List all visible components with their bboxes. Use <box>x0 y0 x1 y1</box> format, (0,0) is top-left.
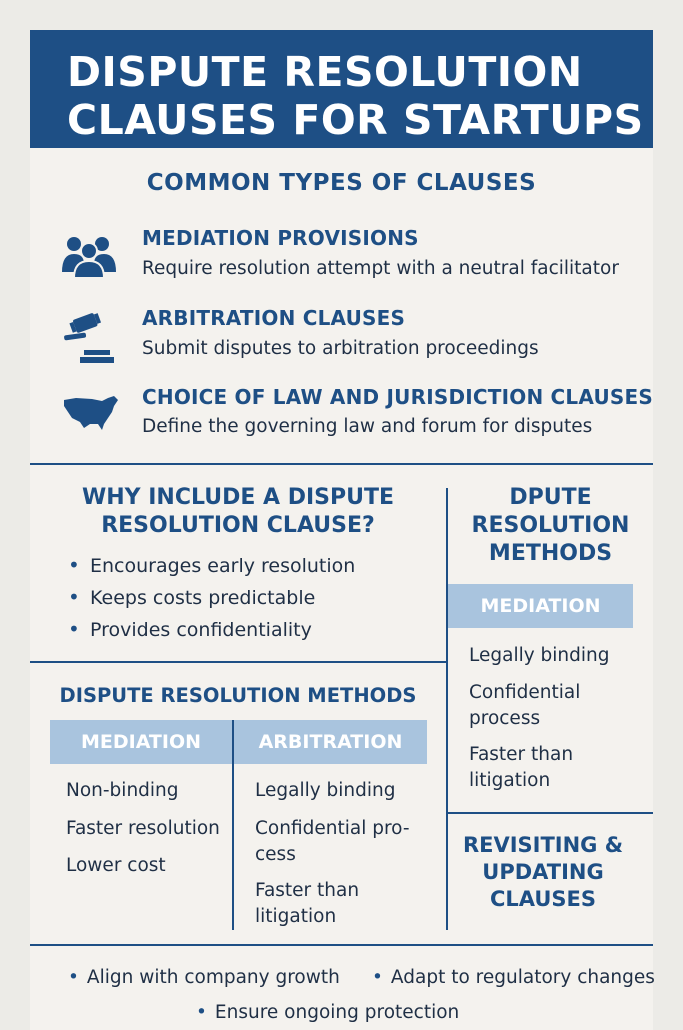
divider-mid <box>30 661 446 663</box>
bullet-text: Adapt to regulatory changes <box>390 967 655 988</box>
bullet-dot: • <box>68 967 79 988</box>
side-methods-heading-line-2: RESOLUTION <box>471 513 630 538</box>
side-methods-heading-line-1: DPUTE <box>509 485 592 510</box>
bullet-text: Ensure ongoing protection <box>214 1002 460 1023</box>
side-cell: Faster than litigation <box>469 744 574 791</box>
revisiting-bullet-1 <box>68 967 340 988</box>
divider-right-mid <box>448 812 653 814</box>
table-cell: Confidential pro- cess <box>255 818 410 865</box>
why-include-heading-line-2: RESOLUTION CLAUSE? <box>101 513 375 538</box>
list-item: • Keeps costs predictable <box>68 581 355 613</box>
side-col-head-mediation: MEDIATION <box>448 584 633 628</box>
col-head-arbitration: ARBITRATION <box>234 720 427 764</box>
revisiting-heading-line-3: CLAUSES <box>489 887 597 911</box>
revisiting-heading <box>448 832 638 913</box>
revisiting-bullet-3 <box>196 1002 459 1023</box>
clause-title-arbitration: ARBITRATION CLAUSES <box>142 306 406 330</box>
revisiting-heading-line-1: REVISITING & <box>462 833 624 857</box>
common-types-heading: COMMON TYPES OF CLAUSES <box>146 170 537 196</box>
table-cell: Legally binding <box>255 780 396 801</box>
list-item: • Provides confidentiality <box>68 613 355 645</box>
why-include-list <box>68 549 355 645</box>
gavel-icon <box>62 312 116 364</box>
title-line-2: CLAUSES FOR STARTUPS <box>67 96 644 144</box>
side-methods-heading-line-3: METHODS <box>488 541 613 566</box>
clause-desc-mediation: Require resolution attempt with a neutral facilitator <box>142 258 619 279</box>
why-include-heading <box>30 484 446 540</box>
col-head-mediation: MEDIATION <box>50 720 232 764</box>
title-banner <box>30 30 653 148</box>
table-cell: Lower cost <box>66 855 166 876</box>
clause-desc-choice-of-law: Define the governing law and forum for disputes <box>142 416 593 437</box>
methods-table-heading: DISPUTE RESOLUTION METHODS <box>59 684 417 707</box>
side-cell: Confidential process <box>469 682 581 729</box>
clause-title-choice-of-law: CHOICE OF LAW AND JURISDICTION CLAUSES <box>142 385 653 409</box>
us-map-icon <box>62 394 120 432</box>
side-cell: Legally binding <box>469 645 610 666</box>
table-cell: Faster than litigation <box>255 880 360 927</box>
revisiting-heading-line-2: UPDATING <box>482 860 604 884</box>
side-methods-heading <box>448 484 653 568</box>
bullet-dot: • <box>372 967 383 988</box>
people-icon <box>62 232 116 278</box>
divider-bottom <box>30 944 653 946</box>
table-column-divider <box>232 720 234 930</box>
bullet-dot: • <box>196 1002 207 1023</box>
why-include-heading-line-1: WHY INCLUDE A DISPUTE <box>81 485 395 510</box>
divider-top <box>30 463 653 465</box>
revisiting-bullet-2 <box>372 967 655 988</box>
title-line-1: DISPUTE RESOLUTION <box>67 48 583 96</box>
table-cell: Non-binding <box>66 780 179 801</box>
clause-title-mediation: MEDIATION PROVISIONS <box>142 226 419 250</box>
clause-desc-arbitration: Submit disputes to arbitration proceedings <box>142 338 539 359</box>
table-cell: Faster resolution <box>66 818 220 839</box>
list-item: • Encourages early resolution <box>68 549 355 581</box>
bullet-text: Align with company growth <box>86 967 340 988</box>
